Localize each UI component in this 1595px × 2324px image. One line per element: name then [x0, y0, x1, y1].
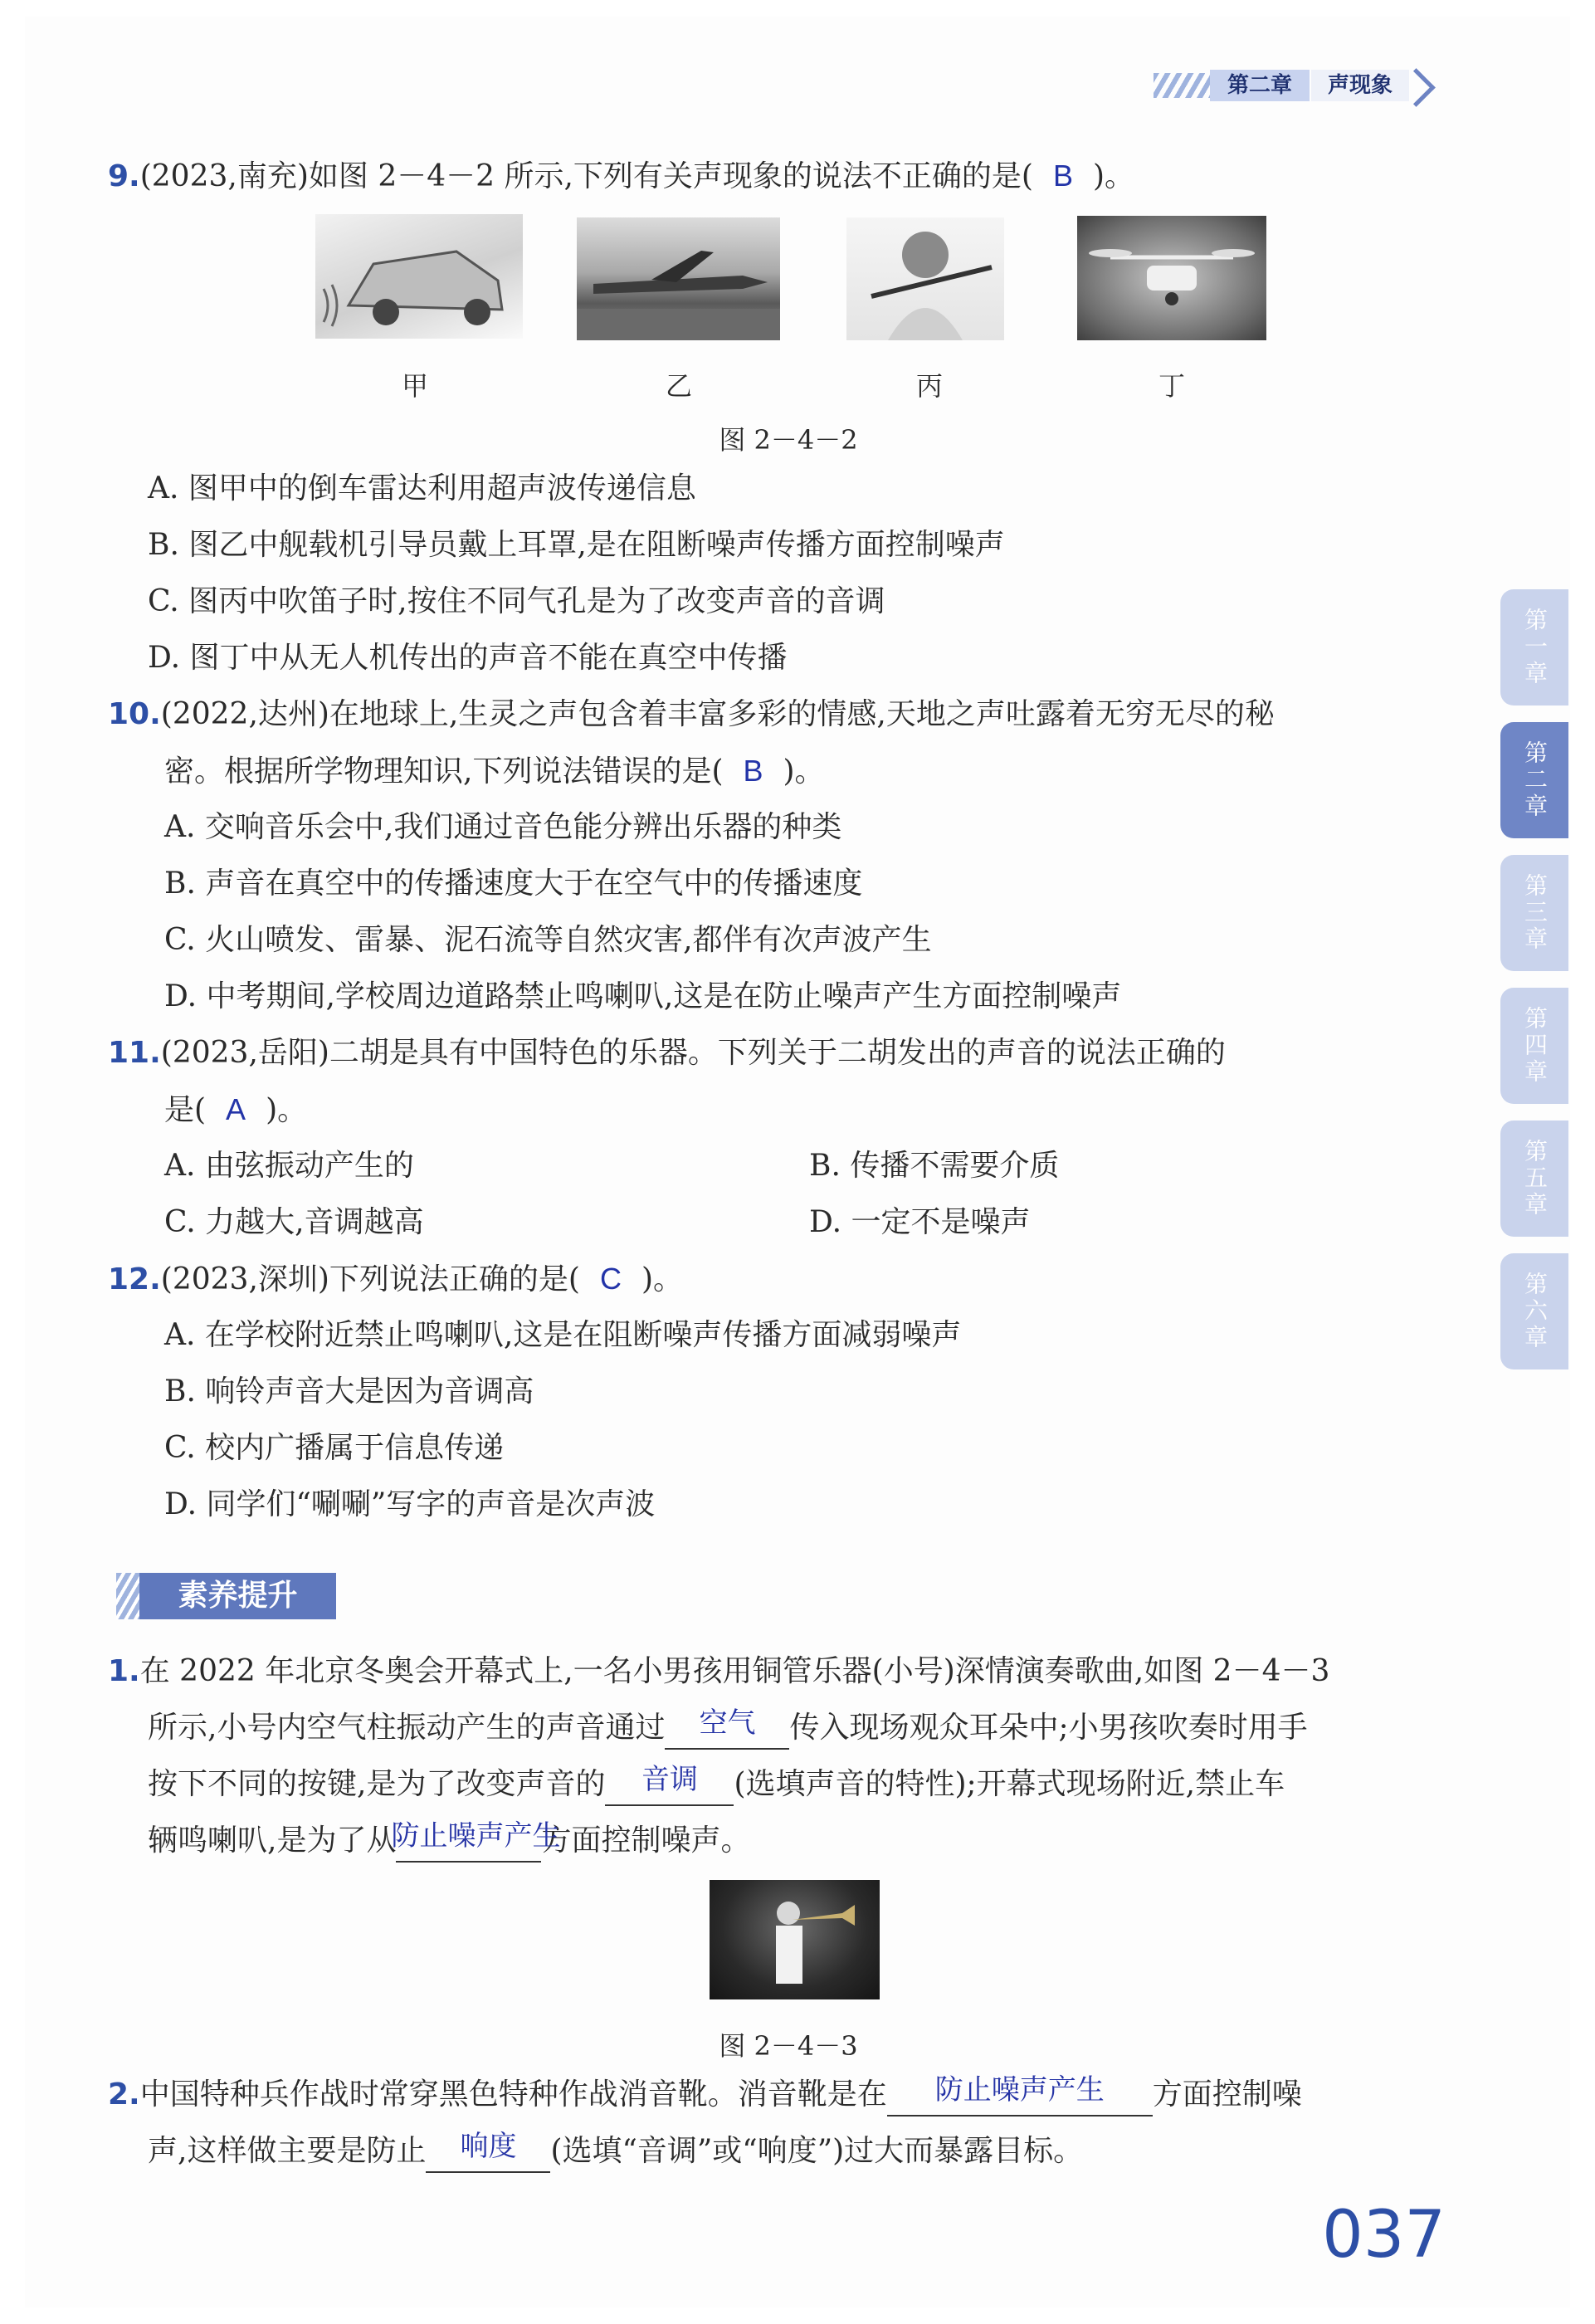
- figure-label-yi: 乙: [665, 370, 692, 402]
- option-c: C. 火山喷发、雷暴、泥石流等自然灾害,都伴有次声波产生: [164, 923, 932, 957]
- question-11-stem-cont: 是( A )。: [164, 1092, 308, 1127]
- answer-mark: B: [1052, 159, 1073, 193]
- option-d: D. 同学们“唰唰”写字的声音是次声波: [164, 1487, 656, 1521]
- question-9-stem: 9.(2023,南充)如图 2－4－2 所示,下列有关声现象的说法不正确的是( B )。: [108, 159, 1135, 193]
- option-a: A. 图甲中的倒车雷达利用超声波传递信息: [148, 471, 696, 505]
- page-number: 037: [1322, 2198, 1446, 2273]
- question-number: 10.: [108, 697, 161, 731]
- header-stripes: [1154, 73, 1212, 98]
- option-a: A. 交响音乐会中,我们通过音色能分辨出乐器的种类: [164, 810, 842, 844]
- question-number: 9.: [108, 159, 140, 193]
- side-tab-chapter-2[interactable]: 第二章: [1500, 722, 1568, 838]
- figure-caption: 图 2－4－3: [719, 2030, 858, 2062]
- option-a: A. 由弦振动产生的: [164, 1149, 414, 1183]
- option-b: B. 传播不需要介质: [809, 1149, 1060, 1183]
- side-tab-chapter-1[interactable]: 第一章: [1500, 589, 1568, 706]
- question-number: 11.: [108, 1036, 161, 1070]
- section-title: 素养提升: [139, 1573, 336, 1619]
- side-tab-chapter-5[interactable]: 第五章: [1500, 1120, 1568, 1237]
- jet-icon: [577, 217, 780, 340]
- question-11-stem: 11.(2023,岳阳)二胡是具有中国特色的乐器。下列关于二胡发出的声音的说法正确的: [108, 1036, 1226, 1070]
- question-10-stem: 10.(2022,达州)在地球上,生灵之声包含着丰富多彩的情感,天地之声吐露着无穷无尽的秘: [108, 697, 1275, 731]
- option-d: D. 图丁中从无人机传出的声音不能在真空中传播: [148, 641, 788, 675]
- figure-drone: [1077, 216, 1266, 340]
- figure-flute-player: [846, 217, 1004, 340]
- option-c: C. 图丙中吹笛子时,按住不同气孔是为了改变声音的音调: [148, 584, 885, 618]
- figure-carrier-jet: [577, 217, 780, 340]
- section-question-2-line-2: 声,这样做主要是防止 响度 (选填“音调”或“响度”)过大而暴露目标。: [148, 2131, 1083, 2173]
- answer-blank[interactable]: 空气: [665, 1708, 789, 1750]
- answer-mark: B: [743, 754, 763, 788]
- option-d: D. 中考期间,学校周边道路禁止鸣喇叭,这是在防止噪声产生方面控制噪声: [164, 979, 1122, 1013]
- option-d: D. 一定不是噪声: [809, 1205, 1031, 1239]
- option-b: B. 响铃声音大是因为音调高: [164, 1374, 534, 1409]
- answer-blank[interactable]: 音调: [605, 1765, 734, 1806]
- answer-blank[interactable]: 防止噪声产生: [396, 1821, 541, 1863]
- section-question-1-line-2: 所示,小号内空气柱振动产生的声音通过 空气 传入现场观众耳朵中;小男孩吹奏时用手: [148, 1708, 1308, 1750]
- side-tab-chapter-4[interactable]: 第四章: [1500, 988, 1568, 1104]
- figure-car-reversing-radar: [315, 214, 523, 339]
- side-tab-chapter-3[interactable]: 第三章: [1500, 855, 1568, 971]
- side-tab-chapter-6[interactable]: 第六章: [1500, 1253, 1568, 1370]
- section-question-1-line-3: 按下不同的按键,是为了改变声音的 音调 (选填声音的特性);开幕式现场附近,禁止车: [148, 1765, 1285, 1806]
- option-a: A. 在学校附近禁止鸣喇叭,这是在阻断噪声传播方面减弱噪声: [164, 1318, 962, 1352]
- drone-icon: [1077, 216, 1266, 340]
- question-number: 2.: [108, 2077, 140, 2112]
- car-icon: [315, 214, 523, 339]
- question-12-stem: 12.(2023,深圳)下列说法正确的是( C )。: [108, 1262, 684, 1296]
- option-b: B. 声音在真空中的传播速度大于在空气中的传播速度: [164, 867, 863, 901]
- chapter-header: [1154, 65, 1436, 106]
- trumpet-player-icon: [710, 1880, 880, 1999]
- figure-trumpet-player: [710, 1880, 880, 1999]
- figure-label-jia: 甲: [401, 370, 428, 402]
- option-b: B. 图乙中舰载机引导员戴上耳罩,是在阻断噪声传播方面控制噪声: [148, 528, 1005, 562]
- question-number: 1.: [108, 1654, 140, 1688]
- figure-label-bing: 丙: [915, 370, 943, 402]
- question-number: 12.: [108, 1262, 161, 1296]
- option-c: C. 校内广播属于信息传递: [164, 1431, 505, 1465]
- answer-mark: C: [599, 1262, 622, 1296]
- flute-player-icon: [846, 217, 1004, 340]
- header-chapter: 第二章: [1210, 70, 1310, 101]
- section-question-2-line-1: 2.中国特种兵作战时常穿黑色特种作战消音靴。消音靴是在 防止噪声产生 方面控制噪: [108, 2075, 1302, 2116]
- section-question-1-line-1: 1.在 2022 年北京冬奥会开幕式上,一名小男孩用铜管乐器(小号)深情演奏歌曲,如图 2－4－3: [108, 1654, 1330, 1688]
- answer-blank[interactable]: 响度: [426, 2131, 550, 2173]
- header-topic: 声现象: [1311, 70, 1409, 101]
- section-question-1-line-4: 辆鸣喇叭,是为了从 防止噪声产生 方面控制噪声。: [148, 1821, 750, 1863]
- figure-caption: 图 2－4－2: [719, 424, 858, 456]
- section-tag: [116, 1573, 336, 1619]
- answer-blank[interactable]: 防止噪声产生: [887, 2075, 1153, 2116]
- option-c: C. 力越大,音调越高: [164, 1205, 424, 1239]
- answer-mark: A: [226, 1092, 246, 1126]
- figure-label-ding: 丁: [1158, 370, 1185, 402]
- question-10-stem-cont: 密。根据所学物理知识,下列说法错误的是( B )。: [164, 754, 825, 788]
